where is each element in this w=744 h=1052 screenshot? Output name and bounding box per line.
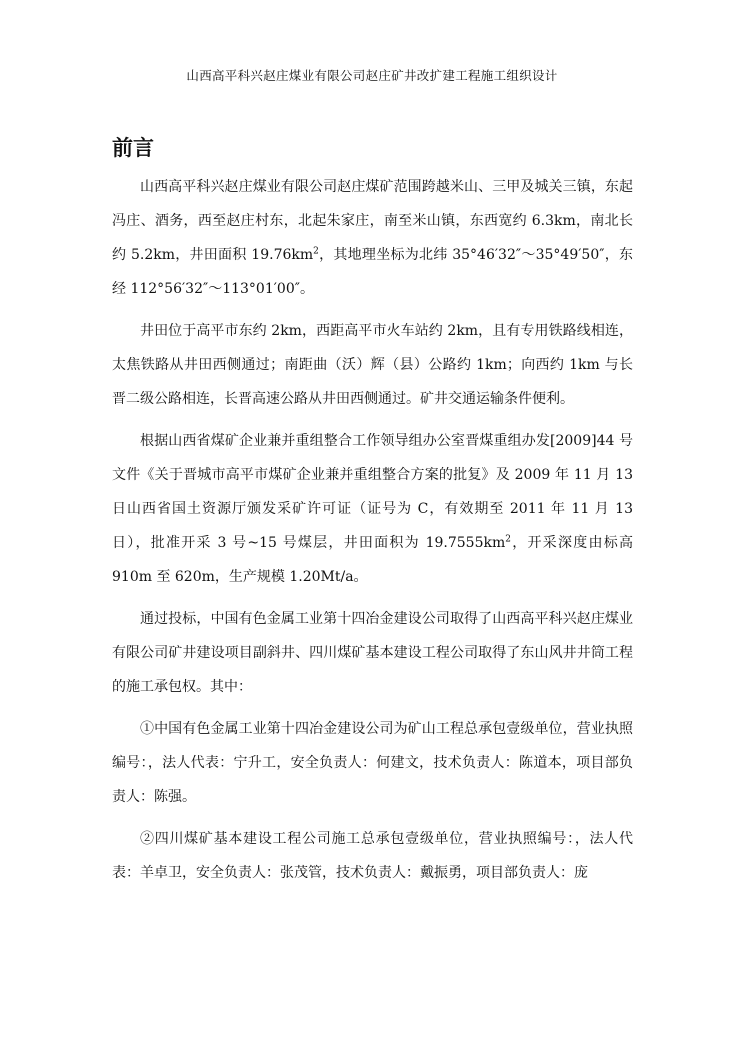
- paragraph-location-coordinates: ，其地理坐标为北纬 35°46′32″～35°49′50″，东经 112°56′32″～113°01′00″。: [112, 247, 633, 297]
- paragraph-transport: 井田位于高平市东约 2km，西距高平市火车站约 2km，且有专用铁路线相连，太焦铁路从井田西侧通过；南距曲（沃）辉（县）公路约 1km；向西约 1km 与长晋二级公路相连，长晋高速公路从井田西侧通过。矿井交通运输条件便利。: [112, 323, 633, 407]
- paragraph-contractor-2: ②四川煤矿基本建设工程公司施工总承包壹级单位，营业执照编号：，法人代表：羊卓卫，安全负责人：张茂管，技术负责人：戴振勇，项目部负责人：庞: [112, 831, 633, 881]
- paragraph-bidding: 通过投标，中国有色金属工业第十四冶金建设公司取得了山西高平科兴赵庄煤业有限公司矿井建设项目副斜井、四川煤矿基本建设工程公司取得了东山风井井筒工程的施工承包权。其中：: [112, 611, 633, 695]
- paragraph-approval-scale: ，开采深度由标高 910m 至 620m，生产规模 1.20Mt/a。: [112, 535, 633, 585]
- document-body: [112, 170, 633, 890]
- paragraph-location: [112, 170, 633, 306]
- paragraph-location-text: 山西高平科兴赵庄煤业有限公司赵庄煤矿范围跨越米山、三甲及城关三镇，东起冯庄、酒务，西至赵庄村东，北起朱家庄，南至米山镇，东西宽约 6.3km，南北长约 5.2km，井田面积 19.76km: [112, 179, 633, 263]
- superscript-squared: 2: [313, 246, 319, 257]
- header-rule: [112, 88, 632, 89]
- paragraph-approval: [112, 424, 633, 594]
- running-header: 山西高平科兴赵庄煤业有限公司赵庄矿井改扩建工程施工组织设计: [186, 68, 558, 83]
- paragraph-approval-text: 根据山西省煤矿企业兼并重组整合工作领导组办公室晋煤重组办发[2009]44 号文件《关于晋城市高平市煤矿企业兼并重组整合方案的批复》及 2009 年 11 月 13 日山西省国土资源厅颁发采矿许可证（证号为 C，有效期至 2011 年 11 月 13 日），批准开采 3 号~15 号煤层，井田面积为 19.7555km: [112, 433, 633, 551]
- section-heading: 前言: [112, 136, 154, 160]
- superscript-squared: 2: [505, 534, 511, 545]
- paragraph-contractor-1: ①中国有色金属工业第十四冶金建设公司为矿山工程总承包壹级单位，营业执照编号：，法人代表：宁升工，安全负责人：何建文，技术负责人：陈道本，项目部负责人：陈强。: [112, 721, 633, 805]
